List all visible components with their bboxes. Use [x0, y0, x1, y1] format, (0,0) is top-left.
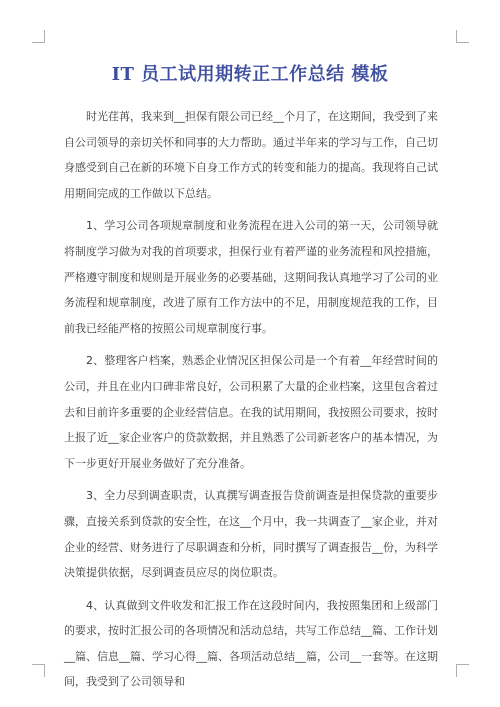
- paragraph-3: 3、全力尽到调查职责，认真撰写调查报告贷前调查是担保贷款的重要步骤，直接关系到贷款的安全性，在这__个月中，我一共调查了__家企业，并对企业的经营、财务进行了尽职调查和分析，同时撰写了调查报告__份，为科学决策提供依据，尽到调查员应尽的岗位职责。: [64, 489, 438, 580]
- paragraph-4: 4、认真做到文件收发和汇报工作在这段时间内，我按照集团和上级部门的要求，按时汇报公司的各项情况和活动总结，共写工作总结__篇、工作计划__篇、信息__篇、学习心得__篇、各项活动总结__篇，公司__一套等。在这期间，我受到了公司领导和: [64, 598, 438, 689]
- crop-mark-bottom-left: [32, 664, 45, 677]
- crop-mark-top-left: [32, 30, 45, 43]
- crop-mark-top-right: [456, 30, 469, 43]
- paragraph-intro: 时光荏苒，我来到__担保有限公司已经__个月了，在这期间，我受到了来自公司领导的亲切关怀和同事的大力帮助。通过半年来的学习与工作，自己切身感受到自己在新的环境下自身工作方式的转变和能力的提高。我现将自己试用期间完成的工作做以下总结。: [64, 110, 438, 200]
- crop-mark-bottom-right: [456, 664, 469, 677]
- paragraph-2: 2、整理客户档案，熟悉企业情况区担保公司是一个有着__年经营时间的公司，并且在业内口碑非常良好，公司积累了大量的企业档案，这里包含着过去和目前许多重要的企业经营信息。在我的试用期间，我按照公司要求，按时上报了近__家企业客户的贷款数据，并且熟悉了公司新老客户的基本情况，为下一步更好开展业务做好了充分准备。: [64, 354, 438, 470]
- title-text: 员工试用期转正工作总结 模板: [134, 64, 389, 85]
- document-body: [64, 104, 438, 702]
- document-title: [0, 60, 500, 86]
- title-prefix: IT: [111, 64, 135, 85]
- paragraph-1: 1、学习公司各项规章制度和业务流程在进入公司的第一天，公司领导就将制度学习做为对我的首项要求，担保行业有着严谨的业务流程和风控措施，严格遵守制度和规则是开展业务的必要基础，这期间我认真地学习了公司的业务流程和规章制度，改进了原有工作方法中的不足，用制度规范我的工作，目前我已经能严格的按照公司规章制度行事。: [64, 219, 438, 335]
